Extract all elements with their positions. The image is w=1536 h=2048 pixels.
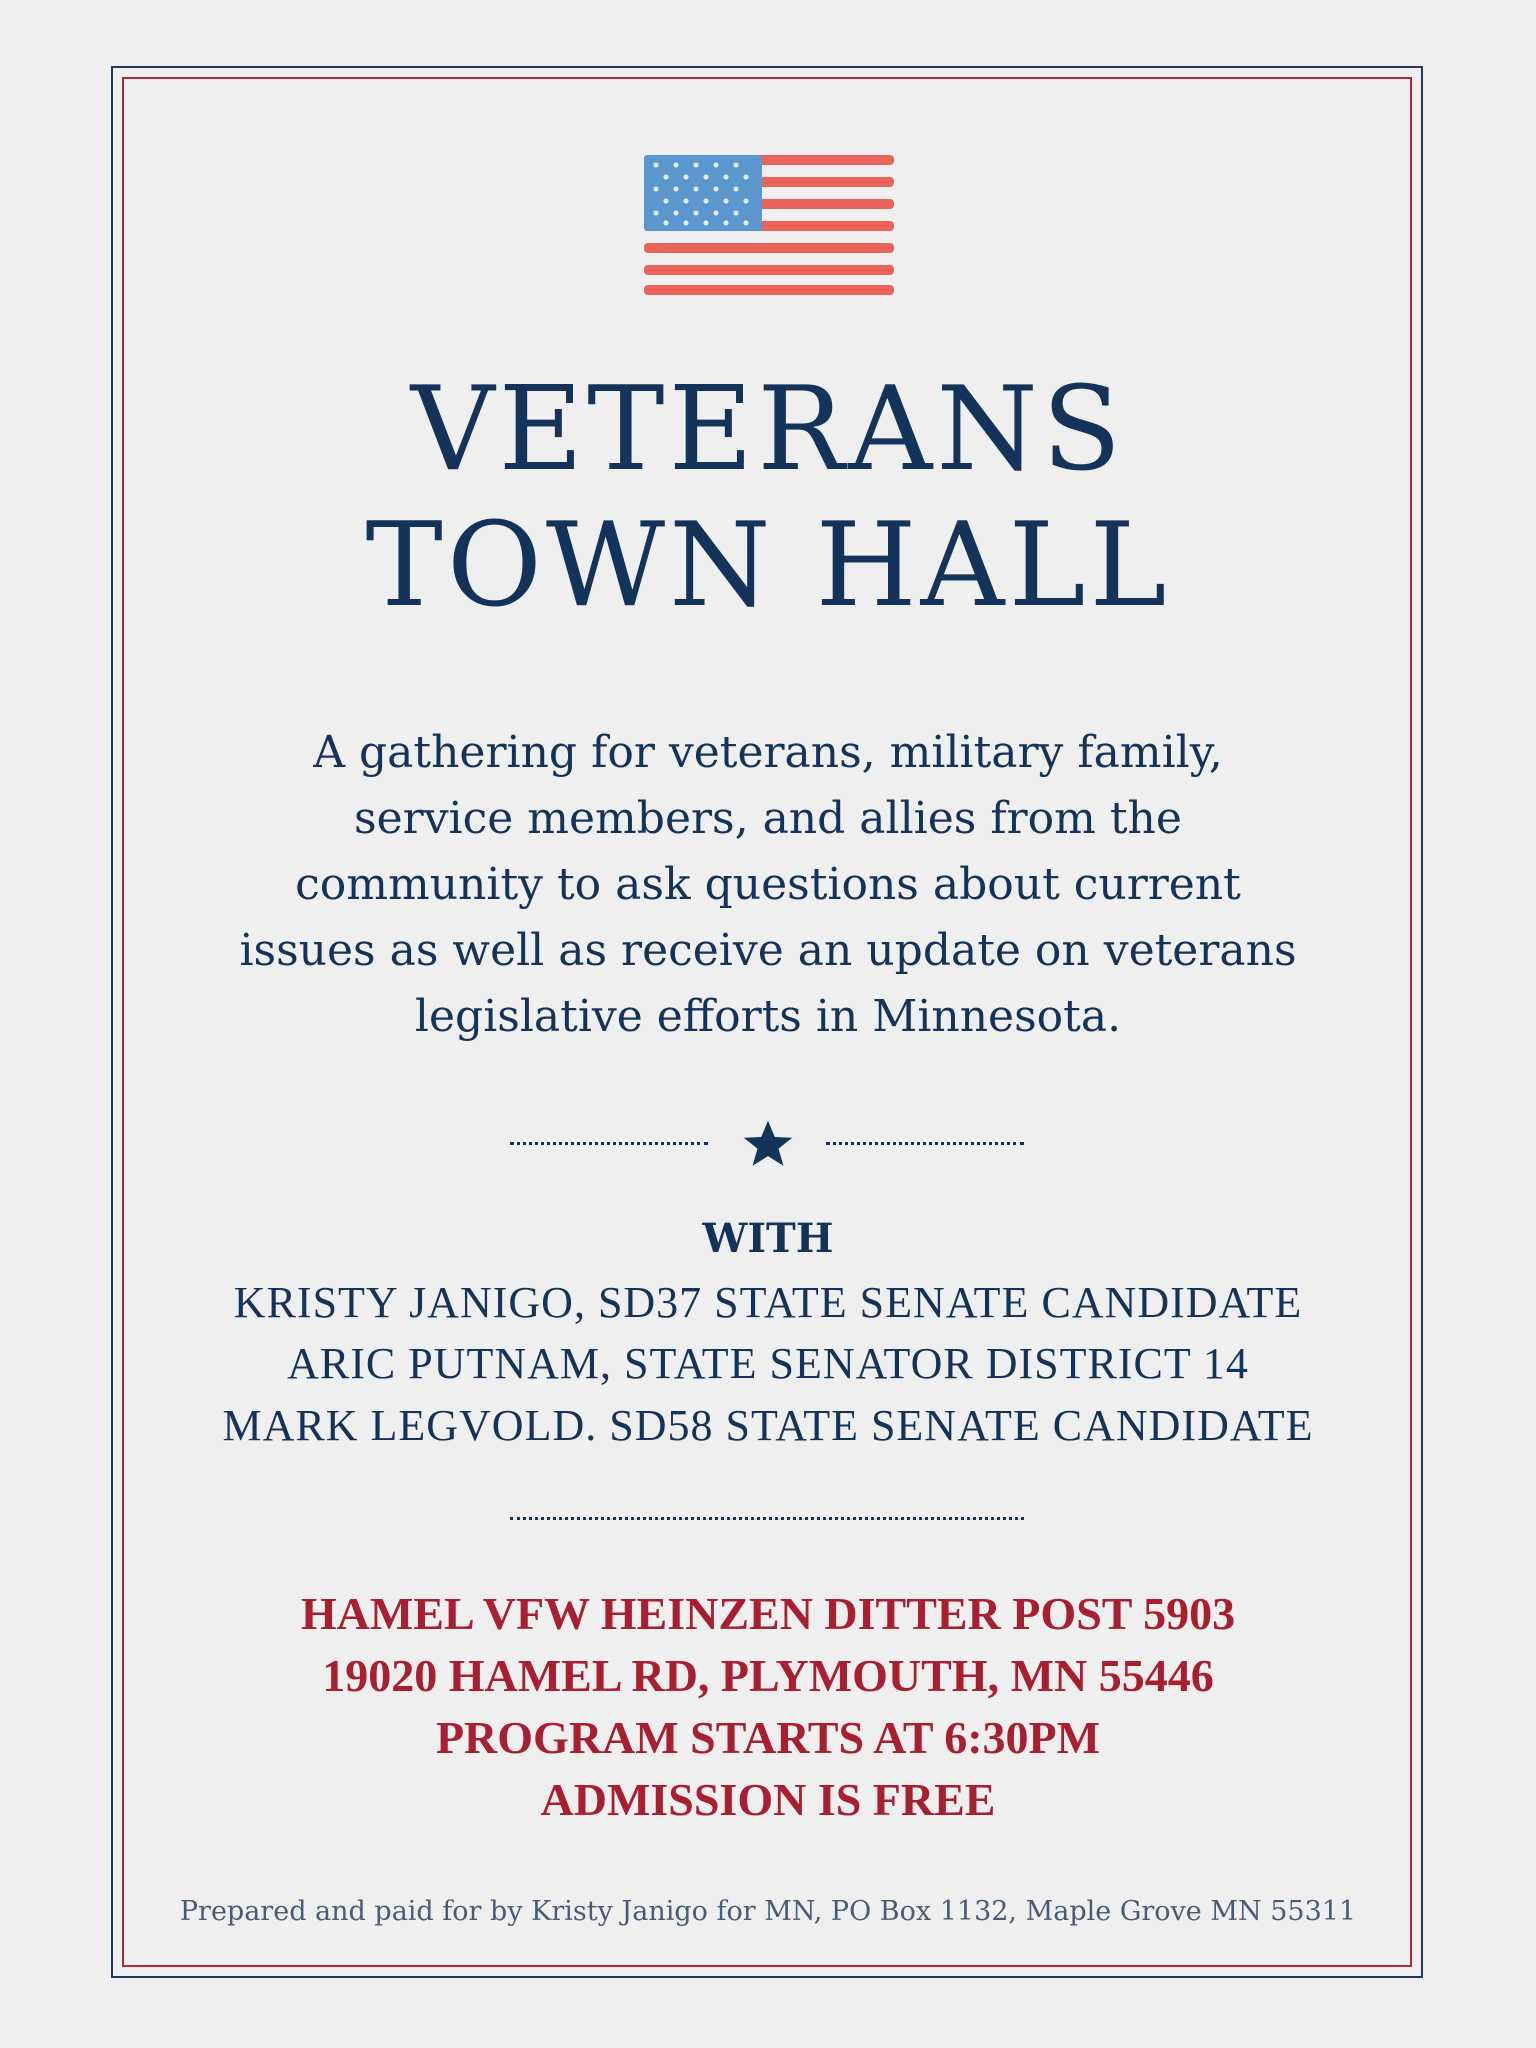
description-line: service members, and allies from the [354,793,1182,844]
paid-for-disclaimer: Prepared and paid for by Kristy Janigo for MN, PO Box 1132, Maple Grove MN 55311 [179,1896,1357,1927]
event-address: 19020 HAMEL RD, PLYMOUTH, MN 55446 [322,1650,1214,1701]
event-admission: ADMISSION IS FREE [540,1774,996,1825]
event-description [200,720,1336,1050]
speakers-heading: WITH [702,1215,834,1262]
speaker-2: ARIC PUTNAM, STATE SENATOR DISTRICT 14 [287,1339,1249,1388]
speaker-3: MARK LEGVOLD. SD58 STATE SENATE CANDIDATE [222,1401,1314,1450]
description-line: legislative efforts in Minnesota. [414,991,1122,1042]
description-line: issues as well as receive an update on veterans [239,925,1297,976]
title-line-2: TOWN HALL [365,498,1171,633]
event-venue: HAMEL VFW HEINZEN DITTER POST 5903 [300,1588,1236,1639]
divider-dots-bottom [510,1517,1024,1520]
divider-dots-right [826,1142,1024,1145]
description-line: community to ask questions about current [295,859,1241,910]
american-flag-icon [642,155,897,297]
title-line-1: VETERANS [410,362,1126,497]
divider-dots-left [510,1142,708,1145]
star-icon [740,1116,796,1172]
event-time: PROGRAM STARTS AT 6:30PM [435,1712,1101,1763]
speaker-1: KRISTY JANIGO, SD37 STATE SENATE CANDIDATE [233,1278,1303,1327]
description-line: A gathering for veterans, military family, [313,727,1223,778]
